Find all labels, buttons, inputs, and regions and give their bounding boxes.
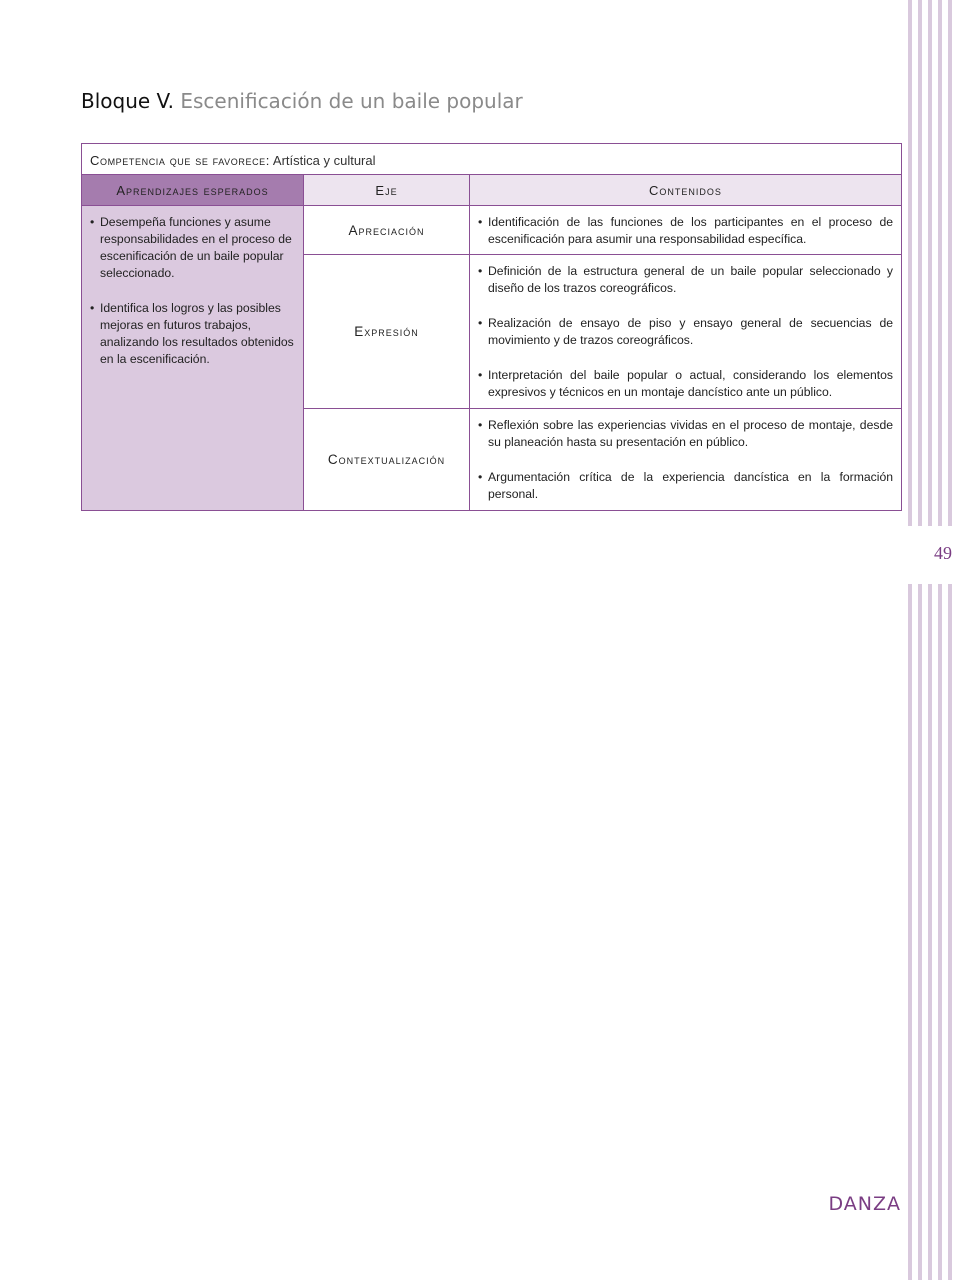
list-item: • Interpretación del baile popular o actual, considerando los elementos expresivos y técnicos en un montaje dancístico ante un público. <box>478 367 893 401</box>
aprendizajes-cell <box>82 206 304 511</box>
page-number: 49 <box>934 543 952 563</box>
list-item: • Realización de ensayo de piso y ensayo general de secuencias de movimiento y de trazos coreográficos. <box>478 315 893 349</box>
contenidos-contextualizacion <box>470 409 902 511</box>
competencia-value: Artística y cultural <box>272 153 376 168</box>
contenidos-list <box>478 214 893 248</box>
decorative-stripes <box>908 0 972 1280</box>
competencia-table <box>81 143 902 511</box>
contenidos-list <box>478 263 893 401</box>
stripe <box>928 0 932 1280</box>
eje-expresion: Expresión <box>304 255 470 409</box>
eje-contextualizacion: Contextualización <box>304 409 470 511</box>
list-item: • Identificación de las funciones de los participantes en el proceso de escenificación para asumir una responsabilidad específica. <box>478 214 893 248</box>
header-aprendizajes: Aprendizajes esperados <box>82 175 304 206</box>
list-item: • Reflexión sobre las experiencias vividas en el proceso de montaje, desde su planeación hasta su presentación en público. <box>478 417 893 451</box>
title-subtitle: Escenificación de un baile popular <box>180 89 523 113</box>
competencia-row <box>82 144 902 175</box>
list-item: • Definición de la estructura general de un baile popular seleccionado y diseño de los trazos coreográficos. <box>478 263 893 297</box>
contenidos-list <box>478 417 893 503</box>
eje-apreciacion: Apreciación <box>304 206 470 255</box>
competencia-cell <box>82 144 902 175</box>
aprendizajes-list <box>90 214 295 368</box>
title-bloque: Bloque V. <box>81 89 175 113</box>
contenidos-apreciacion <box>470 206 902 255</box>
contenidos-expresion <box>470 255 902 409</box>
footer-subject: DANZA <box>828 1193 901 1215</box>
list-item: • Identifica los logros y las posibles mejoras en futuros trabajos, analizando los resultados obtenidos en la escenificación. <box>90 300 295 368</box>
list-item: • Argumentación crítica de la experiencia dancística en la formación personal. <box>478 469 893 503</box>
competencia-label: Competencia que se favorece: <box>90 153 270 168</box>
stripe <box>918 0 922 1280</box>
stripe <box>908 0 912 1280</box>
stripe <box>948 0 952 1280</box>
competencia-table-wrapper <box>81 143 901 511</box>
header-contenidos: Contenidos <box>470 175 902 206</box>
header-row <box>82 175 902 206</box>
list-item: • Desempeña funciones y asume responsabilidades en el proceso de escenificación de un baile popular seleccionado. <box>90 214 295 282</box>
table-row <box>82 206 902 255</box>
stripe <box>938 0 942 1280</box>
page-title <box>81 89 523 113</box>
header-eje: Eje <box>304 175 470 206</box>
